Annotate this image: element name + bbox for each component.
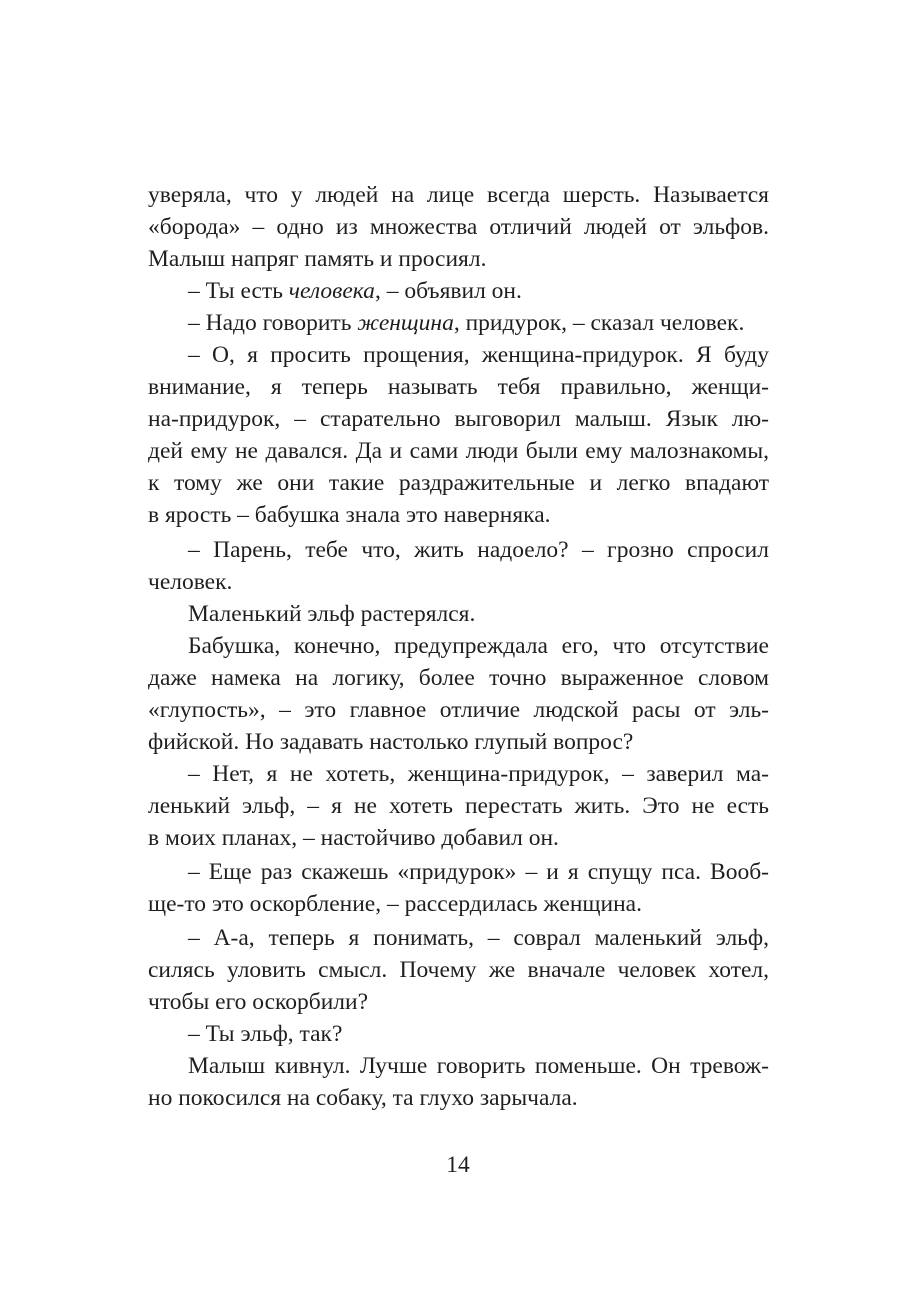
text-line: ще-то это оскорбление, – рассердилась женщина.	[148, 891, 642, 917]
italic-word: человека	[288, 278, 375, 304]
text-span: , – объявил он.	[374, 278, 522, 304]
page-number: 14	[446, 1152, 470, 1178]
text-line: – О, я просить прощения, женщина-придурок. Я буду	[188, 342, 769, 368]
text-line: Маленький эльф растерялся.	[188, 601, 476, 627]
text-line: фийской. Но задавать настолько глупый вопрос?	[148, 729, 634, 755]
text-span: – Ты есть	[188, 278, 289, 304]
italic-word: женщина	[357, 310, 454, 336]
text-line: «борода» – одно из множества отличий людей от эльфов.	[148, 214, 769, 240]
text-line: человек.	[148, 569, 233, 595]
text-line: дей ему не давался. Да и сами люди были ему малознакомы,	[148, 438, 769, 464]
text-line: даже намека на логику, более точно выраженное словом	[148, 665, 769, 691]
text-line: Малыш кивнул. Лучше говорить поменьше. Он тревож-	[188, 1053, 769, 1079]
text-line: но покосился на собаку, та глухо зарычала.	[148, 1085, 578, 1111]
text-line: «глупость», – это главное отличие людской расы от эль-	[148, 697, 769, 723]
text-line: к тому же они такие раздражительные и легко впадают	[148, 470, 769, 496]
text-line: в моих планах, – настойчиво добавил он.	[148, 825, 559, 851]
text-line: на-придурок, – старательно выговорил малыш. Язык лю-	[148, 406, 769, 432]
text-line: внимание, я теперь называть тебя правильно, женщи-	[148, 374, 769, 400]
text-span: – Надо говорить	[188, 310, 358, 336]
text-line: – А-а, теперь я понимать, – соврал маленький эльф,	[188, 925, 769, 951]
text-line: – Ты эльф, так?	[188, 1021, 343, 1047]
text-line: чтобы его оскорбили?	[148, 989, 369, 1015]
text-line: в ярость – бабушка знала это наверняка.	[148, 502, 551, 528]
text-span: , придурок, – сказал человек.	[453, 310, 745, 336]
text-line: – Парень, тебе что, жить надоело? – грозно спросил	[188, 537, 769, 563]
text-line: Бабушка, конечно, предупреждала его, что отсутствие	[188, 633, 769, 659]
text-line: уверяла, что у людей на лице всегда шерсть. Называется	[148, 182, 769, 208]
text-line: – Еще раз скажешь «придурок» – и я спущу пса. Вооб-	[188, 859, 769, 885]
dialogue-line	[188, 275, 522, 307]
text-line: – Нет, я не хотеть, женщина-придурок, – заверил ма-	[188, 761, 769, 787]
text-line: ленький эльф, – я не хотеть перестать жить. Это не есть	[148, 793, 769, 819]
dialogue-line	[188, 307, 744, 339]
text-line: силясь уловить смысл. Почему же вначале человек хотел,	[148, 957, 769, 983]
text-line: Малыш напряг память и просиял.	[148, 246, 487, 272]
